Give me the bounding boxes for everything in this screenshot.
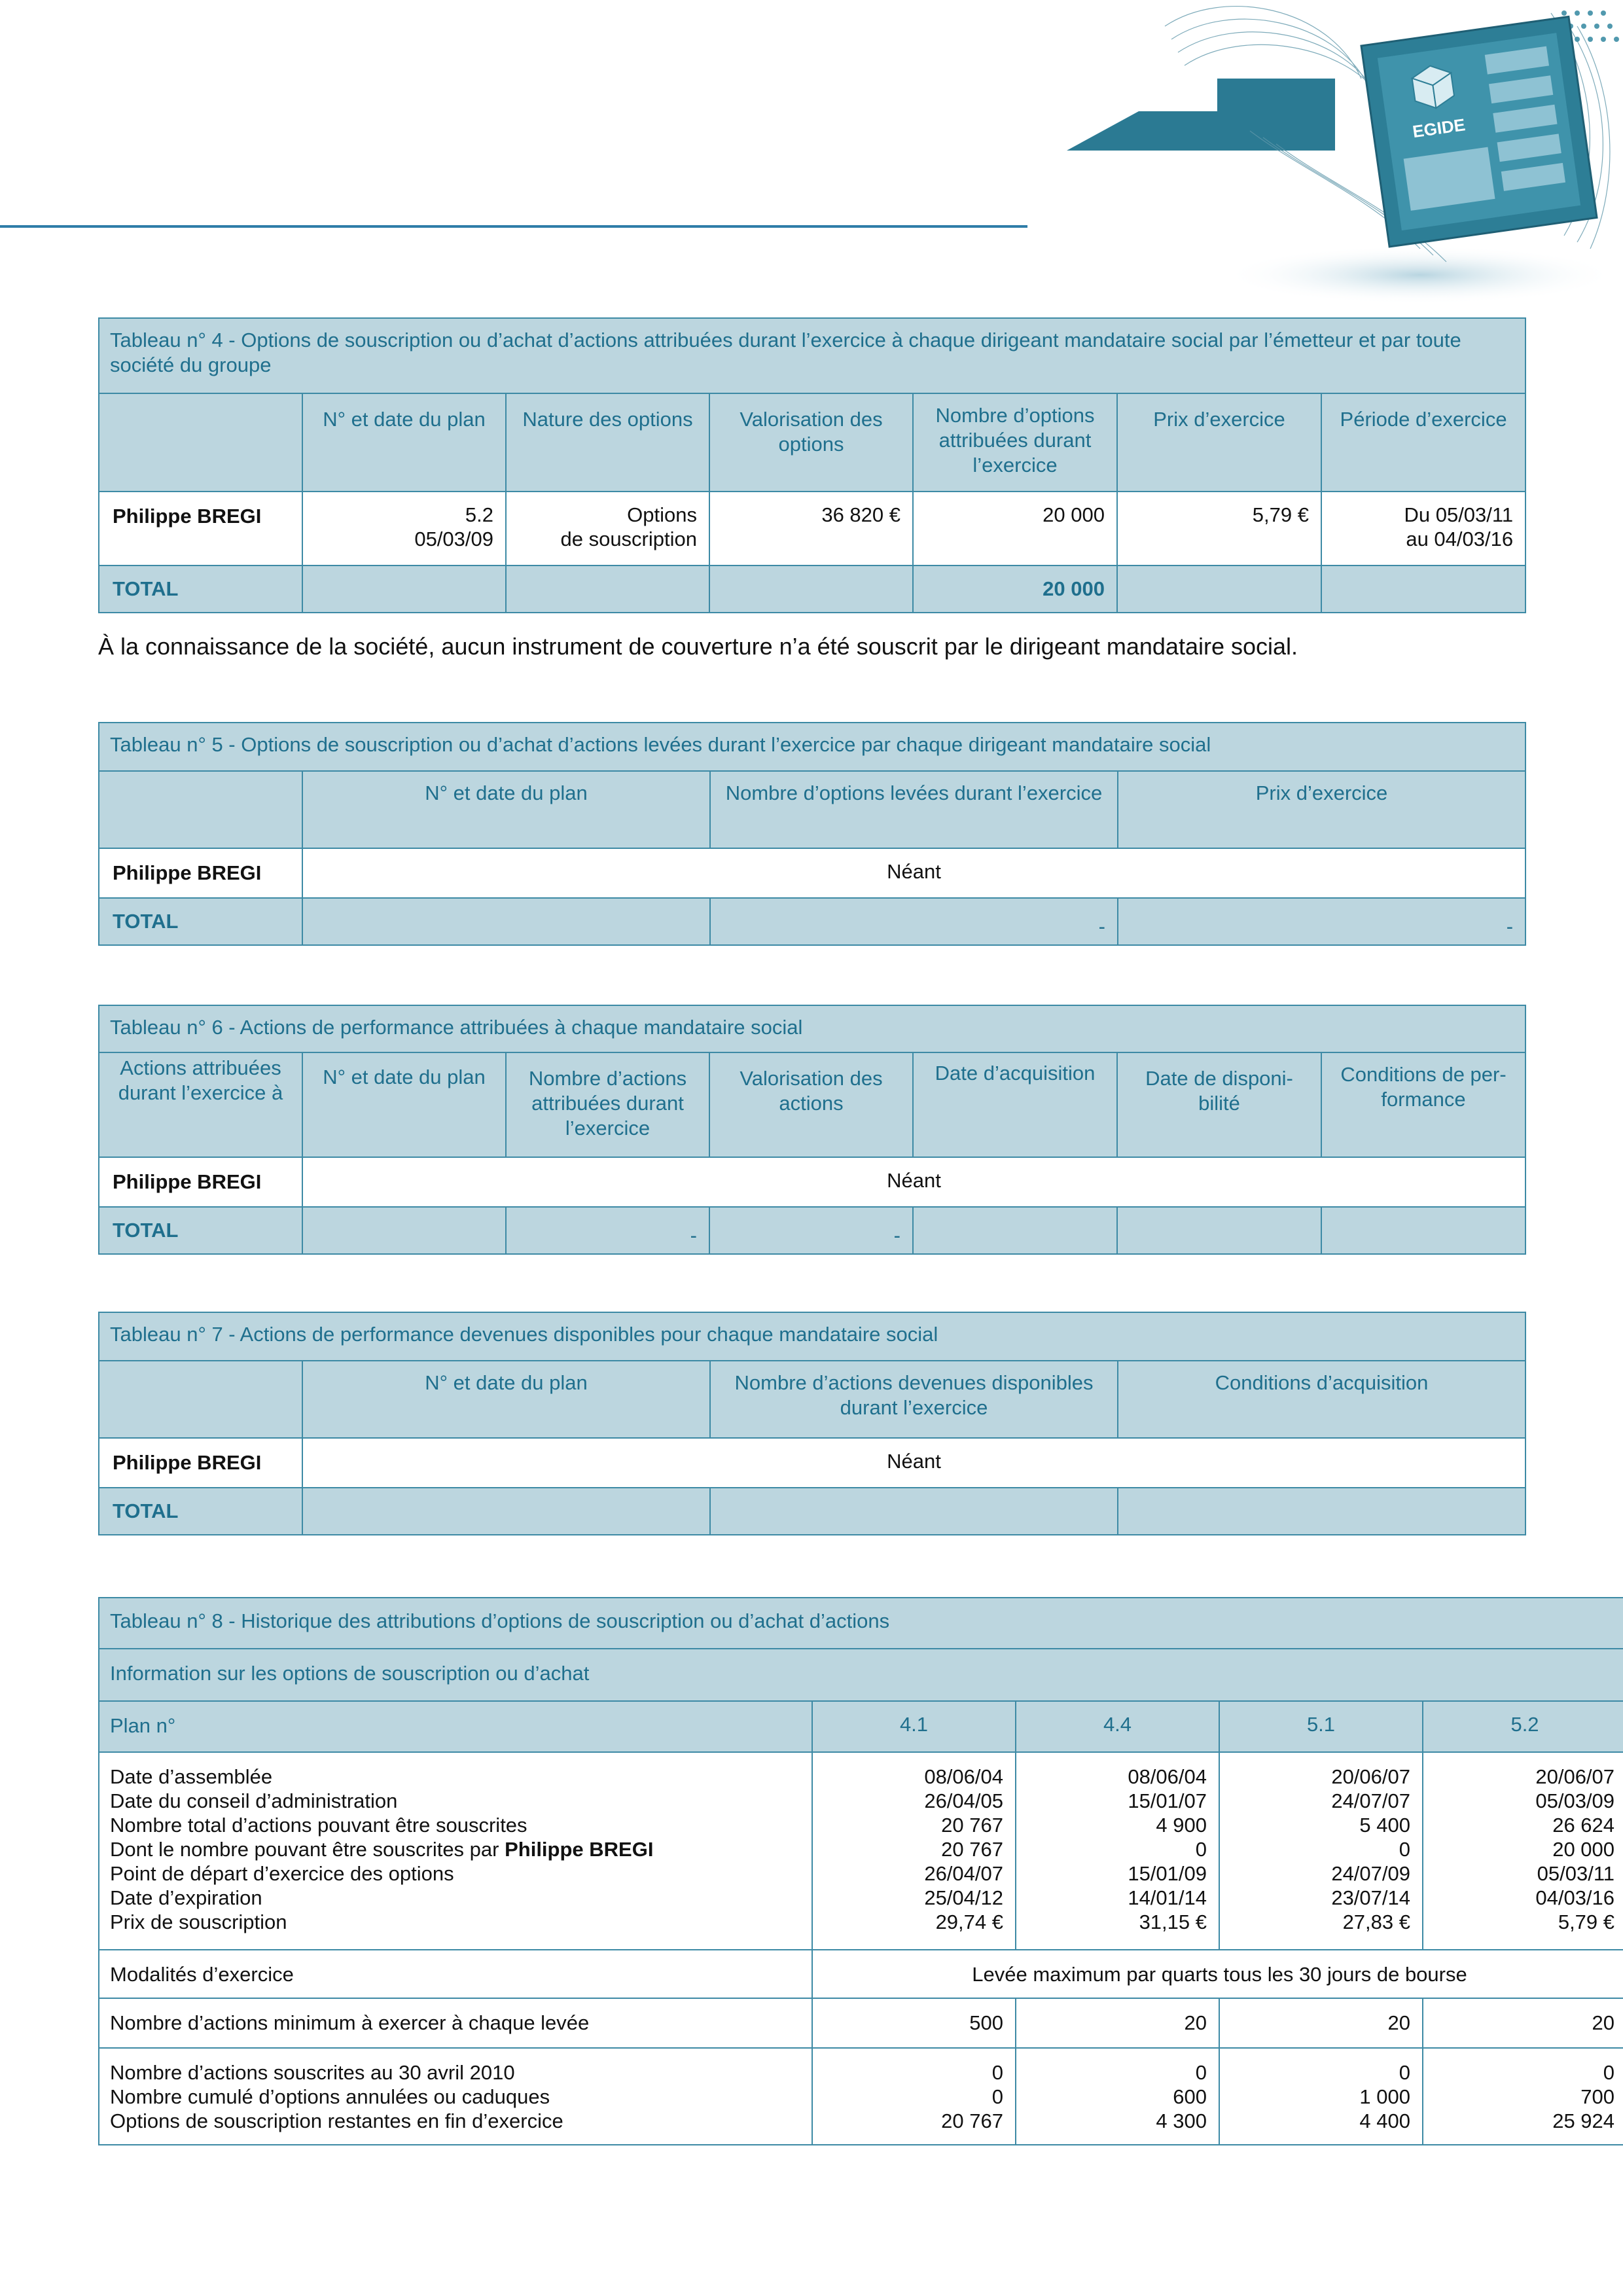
table-8-bottom-col-5-2	[1423, 2048, 1623, 2145]
table-4-cell-nombre: 20 000	[913, 492, 1117, 565]
value: 20/06/07	[1331, 1765, 1410, 1788]
table-4-header-plan: N° et date du plan	[302, 393, 506, 492]
table-4-header-prix: Prix d’exercice	[1117, 393, 1321, 492]
label-date-expiration: Date d’expiration	[110, 1886, 262, 1909]
table-6-value: Néant	[302, 1157, 1525, 1207]
header-rule	[0, 225, 1027, 228]
table-5-row-name: Philippe BREGI	[99, 848, 302, 898]
table-4-header-nombre: Nombre d’options attribuées durant l’exercice	[913, 393, 1117, 492]
table-8-bottom-col-4-1	[812, 2048, 1016, 2145]
table-4-total-label: TOTAL	[99, 565, 302, 613]
table-5-header-prix: Prix d’exercice	[1118, 771, 1525, 848]
table-7-total-empty	[302, 1488, 710, 1535]
table-6-header-nombre: Nombre d’actions attribuées durant l’exercice	[506, 1052, 709, 1157]
table-8-plan-label: Plan n°	[99, 1701, 812, 1752]
value: 15/01/09	[1128, 1862, 1207, 1885]
value: 23/07/14	[1331, 1886, 1410, 1909]
svg-text:EGIDE: EGIDE	[1411, 115, 1467, 142]
table-8-detail-labels	[99, 1752, 812, 1950]
value: 26/04/05	[924, 1789, 1003, 1812]
table-8-min-label: Nombre d’actions minimum à exercer à chaque levée	[99, 1998, 812, 2048]
value: 20 767	[941, 1814, 1003, 1837]
table-4-total-empty	[1321, 565, 1525, 613]
table-8-detail-col-4-4	[1016, 1752, 1219, 1950]
table-5-value: Néant	[302, 848, 1525, 898]
table-6-row-name: Philippe BREGI	[99, 1157, 302, 1207]
table-6-total-empty	[1321, 1207, 1525, 1254]
table-4-cell-nature	[506, 492, 709, 565]
value: 0	[1399, 1838, 1410, 1861]
table-5-header-empty	[99, 771, 302, 848]
label-point-depart: Point de départ d’exercice des options	[110, 1862, 454, 1885]
table-4-cell-plan	[302, 492, 506, 565]
value: 05/03/09	[1535, 1789, 1615, 1812]
value: 05/03/11	[1537, 1862, 1615, 1885]
label-nombre-total: Nombre total d’actions pouvant être souscrites	[110, 1814, 527, 1837]
plan-4-1: 4.1	[812, 1701, 1016, 1752]
table-8-modalites-label: Modalités d’exercice	[99, 1950, 812, 1998]
plan-4-4: 4.4	[1016, 1701, 1219, 1752]
plan-date: 05/03/09	[414, 528, 493, 550]
table-5-total-nombre: -	[710, 898, 1118, 945]
table-6-caption: Tableau n° 6 - Actions de performance attribuées à chaque mandataire social	[99, 1005, 1525, 1052]
plan-5-1: 5.1	[1219, 1701, 1423, 1752]
value: 20 767	[941, 1838, 1003, 1861]
value: 5,79 €	[1558, 1910, 1615, 1933]
value: 25/04/12	[924, 1886, 1003, 1909]
table-4-total-empty	[709, 565, 913, 613]
table-4-caption: Tableau n° 4 - Options de souscription ou d’achat d’actions attribuées durant l’exercice à chaque dirigeant mandataire social par l’émetteur et par toute société du groupe	[99, 318, 1525, 393]
table-8-detail-col-5-2	[1423, 1752, 1623, 1950]
table-8-min-5-1: 20	[1219, 1998, 1423, 2048]
table-7-header-nombre: Nombre d’actions devenues disponibles durant l’exercice	[710, 1361, 1118, 1438]
table-4-header-periode: Période d’exercice	[1321, 393, 1525, 492]
table-7-header-plan: N° et date du plan	[302, 1361, 710, 1438]
value: 0	[1399, 2061, 1410, 2084]
label-souscrites: Nombre d’actions souscrites au 30 avril 2010	[110, 2061, 515, 2084]
table-8-bottom-col-5-1	[1219, 2048, 1423, 2145]
table-4-total-nombre: 20 000	[913, 565, 1117, 613]
table-6-header-valorisation: Valorisation des actions	[709, 1052, 913, 1157]
label-dont-text: Dont le nombre pouvant être souscrites par	[110, 1838, 505, 1861]
table-6-header-actions: Actions attribuées durant l’exercice à	[99, 1052, 302, 1157]
table-6-header-disponibilite: Date de disponi-bilité	[1117, 1052, 1321, 1157]
value: 08/06/04	[924, 1765, 1003, 1788]
hedging-statement: À la connaissance de la société, aucun instrument de couverture n’a été souscrit par le dirigeant mandataire social.	[98, 633, 1298, 660]
table-5-header-nombre: Nombre d’options levées durant l’exercice	[710, 771, 1118, 848]
table-5-total-label: TOTAL	[99, 898, 302, 945]
value: 600	[1173, 2085, 1207, 2108]
table-7-value: Néant	[302, 1438, 1525, 1488]
table-5	[98, 722, 1526, 946]
table-4-total-empty	[1117, 565, 1321, 613]
table-5-total-empty	[302, 898, 710, 945]
table-6-total-empty	[302, 1207, 506, 1254]
table-6-header-conditions: Conditions de per-formance	[1321, 1052, 1525, 1157]
table-8-bottom-col-4-4	[1016, 2048, 1219, 2145]
value: 29,74 €	[935, 1910, 1003, 1933]
label-restantes: Options de souscription restantes en fin d’exercice	[110, 2109, 563, 2132]
periode-line-2: au 04/03/16	[1406, 528, 1514, 550]
value: 14/01/14	[1128, 1886, 1207, 1909]
table-6-total-valorisation: -	[709, 1207, 913, 1254]
nature-line-2: de souscription	[560, 528, 697, 550]
table-4-total-empty	[506, 565, 709, 613]
plan-5-2: 5.2	[1423, 1701, 1623, 1752]
value: 04/03/16	[1535, 1886, 1615, 1909]
table-4-cell-periode	[1321, 492, 1525, 565]
table-6-total-nombre: -	[506, 1207, 709, 1254]
value: 0	[1195, 2061, 1207, 2084]
table-6-header-plan: N° et date du plan	[302, 1052, 506, 1157]
label-annulees: Nombre cumulé d’options annulées ou caduques	[110, 2085, 550, 2108]
value: 20 000	[1552, 1838, 1615, 1861]
label-date-assemblee: Date d’assemblée	[110, 1765, 273, 1788]
value: 26 624	[1552, 1814, 1615, 1837]
table-6	[98, 1005, 1526, 1255]
table-8-bottom-labels	[99, 2048, 812, 2145]
nature-line-1: Options	[627, 503, 697, 526]
table-4-cell-valorisation: 36 820 €	[709, 492, 913, 565]
value: 0	[1195, 1838, 1207, 1861]
table-4-row-name: Philippe BREGI	[99, 492, 302, 565]
table-4-header-nature: Nature des options	[506, 393, 709, 492]
value: 25 924	[1552, 2109, 1615, 2132]
value: 26/04/07	[924, 1862, 1003, 1885]
table-8-min-4-1: 500	[812, 1998, 1016, 2048]
value: 4 400	[1359, 2109, 1410, 2132]
value: 0	[991, 2085, 1003, 2108]
value: 24/07/07	[1331, 1789, 1410, 1812]
value: 24/07/09	[1331, 1862, 1410, 1885]
value: 4 300	[1156, 2109, 1207, 2132]
egide-chip-illustration	[1054, 0, 1623, 314]
table-8-detail-col-4-1	[812, 1752, 1016, 1950]
table-7-row-name: Philippe BREGI	[99, 1438, 302, 1488]
label-date-conseil: Date du conseil d’administration	[110, 1789, 398, 1812]
table-8	[98, 1597, 1623, 2145]
value: 5 400	[1359, 1814, 1410, 1837]
table-8-detail-col-5-1	[1219, 1752, 1423, 1950]
plan-number: 5.2	[465, 503, 493, 526]
table-7-total-empty	[710, 1488, 1118, 1535]
table-4-header-valorisation: Valorisation des options	[709, 393, 913, 492]
label-dont-name: Philippe BREGI	[505, 1838, 654, 1861]
value: 27,83 €	[1342, 1910, 1410, 1933]
table-5-header-plan: N° et date du plan	[302, 771, 710, 848]
value: 700	[1580, 2085, 1615, 2108]
table-7-header-conditions: Conditions d’acquisition	[1118, 1361, 1525, 1438]
table-8-caption: Tableau n° 8 - Historique des attributions d’options de souscription ou d’achat d’actions	[99, 1598, 1623, 1649]
table-7-total-label: TOTAL	[99, 1488, 302, 1535]
value: 1 000	[1359, 2085, 1410, 2108]
table-8-min-4-4: 20	[1016, 1998, 1219, 2048]
table-4-header-empty	[99, 393, 302, 492]
value: 31,15 €	[1139, 1910, 1207, 1933]
table-4-total-empty	[302, 565, 506, 613]
value: 20 767	[941, 2109, 1003, 2132]
table-6-header-acquisition: Date d’acquisition	[913, 1052, 1117, 1157]
label-prix-souscription: Prix de souscription	[110, 1910, 287, 1933]
table-5-caption: Tableau n° 5 - Options de souscription ou d’achat d’actions levées durant l’exercice par chaque dirigeant mandataire social	[99, 723, 1525, 771]
value: 20/06/07	[1535, 1765, 1615, 1788]
table-4-cell-prix: 5,79 €	[1117, 492, 1321, 565]
table-8-subcaption: Information sur les options de souscription ou d’achat	[99, 1649, 1623, 1701]
label-dont-nombre	[110, 1837, 801, 1861]
table-4	[98, 317, 1526, 613]
table-5-total-prix: -	[1118, 898, 1525, 945]
value: 08/06/04	[1128, 1765, 1207, 1788]
table-7-header-empty	[99, 1361, 302, 1438]
value: 15/01/07	[1128, 1789, 1207, 1812]
value: 4 900	[1156, 1814, 1207, 1837]
table-6-total-empty	[1117, 1207, 1321, 1254]
table-8-min-5-2: 20	[1423, 1998, 1623, 2048]
table-6-total-empty	[913, 1207, 1117, 1254]
table-6-total-label: TOTAL	[99, 1207, 302, 1254]
value: 0	[991, 2061, 1003, 2084]
value: 0	[1603, 2061, 1615, 2084]
periode-line-1: Du 05/03/11	[1404, 503, 1514, 526]
table-8-modalites-value: Levée maximum par quarts tous les 30 jours de bourse	[812, 1950, 1623, 1998]
table-7-caption: Tableau n° 7 - Actions de performance devenues disponibles pour chaque mandataire social	[99, 1312, 1525, 1361]
table-7-total-empty	[1118, 1488, 1525, 1535]
table-7	[98, 1312, 1526, 1535]
